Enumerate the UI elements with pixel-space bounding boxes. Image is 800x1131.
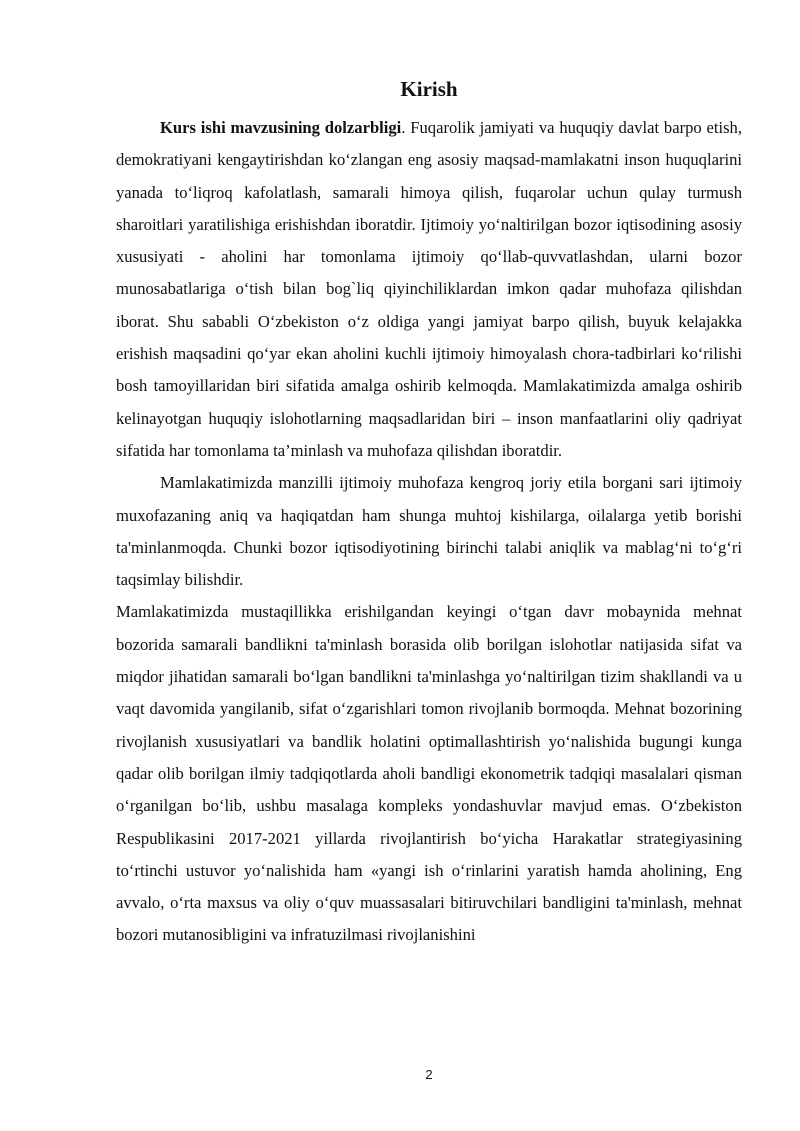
paragraph-relevance [116,112,742,467]
page-number: 2 [425,1067,433,1082]
paragraph-employment: Mamlakatimizda mustaqillikka erishilgandan keyingi o‘tgan davr mobaynida mehnat bozorida samarali bandlikni ta'minlash borasida olib borilgan islohotlar natijasida sifat va miqdor jihatidan samarali bo‘lgan bandlikni ta'minlashga yo‘naltirilgan tizim shakllandi va u vaqt davomida yangilanib, sifat o‘zgarishlari tomon rivojlanib bormoqda. Mehnat bozorining rivojlanish xususiyatlari va bandlik holatini optimallashtirish yo‘nalishida bugungi kunga qadar olib borilgan ilmiy tadqiqotlarda aholi bandligi ekonometrik tadqiqi masalalari qisman o‘rganilgan bo‘lib, ushbu masalaga kompleks yondashuvlar mavjud emas. O‘zbekiston Respublikasini 2017-2021 yillarda rivojlantirish bo‘yicha Harakatlar strategiyasining to‘rtinchi ustuvor yo‘nalishida ham «yangi ish o‘rinlarini yaratish hamda aholining, Eng avvalo, o‘rta maxsus va oliy o‘quv muassasalari bitiruvchilari bandligini ta'minlash, mehnat bozori mutanosibligini va infratuzilmasi rivojlanishini [116,602,742,945]
body-text [116,112,742,952]
relevance-lead: Kurs ishi mavzusining dolzarbligi [160,118,402,137]
page-title: Kirish [400,77,458,101]
paragraph-social-protection: Mamlakatimizda manzilli ijtimoiy muhofaza kengroq joriy etila borgani sari ijtimoiy muxofazaning aniq va haqiqatdan ham shunga muhtoj kishilarga, oilalarga yetib borishi ta'minlanmoqda. Chunki bozor iqtisodiyotining birinchi talabi aniqlik va mablag‘ni to‘g‘ri taqsimlay bilishdir. [116,473,742,590]
relevance-text: . Fuqarolik jamiyati va huquqiy davlat barpo etish, demokratiyani kengaytirishdan ko‘zlangan eng asosiy maqsad-mamlakatni inson huquqlarini yanada to‘liqroq kafolatlash, samarali himoya qilish, fuqarolar uchun qulay turmush sharoitlari yaratilishiga erishishdan iboratdir. Ijtimoiy yo‘naltirilgan bozor iqtisodining asosiy xususiyati - aholini har tomonlama ijtimoiy qo‘llab-quvvatlashdan, ularni bozor munosabatlariga o‘tish bilan bog`liq qiyinchiliklardan imkon qadar muhofaza qilishdan iborat. Shu sababli O‘zbekiston o‘z oldiga yangi jamiyat barpo qilish, buyuk kelajakka erishish maqsadini qo‘yar ekan aholini kuchli ijtimoiy himoyalash chora-tadbirlari ko‘rilishi bosh tamoyillaridan biri sifatida amalga oshirib kelmoqda. Mamlakatimizda amalga oshirib kelinayotgan huquqiy islohotlarning maqsadlaridan biri – inson manfaatlarini oliy qadriyat sifatida har tomonlama ta’minlash va muhofaza qilishdan iboratdir. [116,118,742,460]
